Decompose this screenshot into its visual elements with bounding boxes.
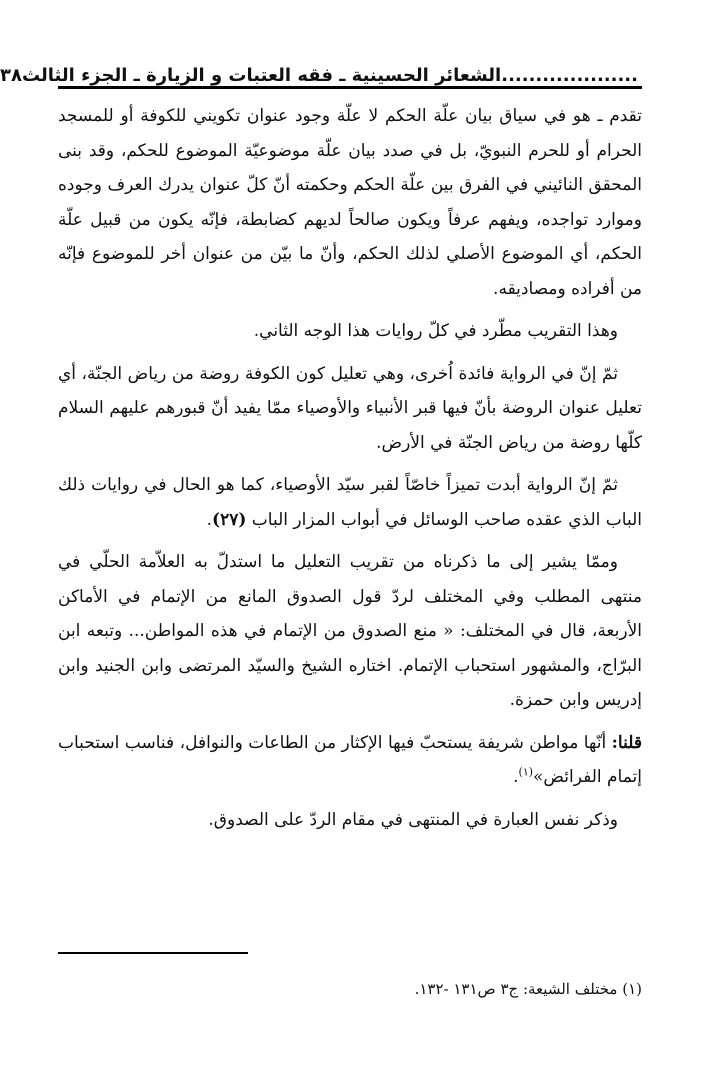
qulna-label: قلنا: (611, 732, 642, 753)
body-text (58, 99, 642, 837)
paragraph-6-end: . (513, 767, 519, 787)
paragraph-2: وهذا التقريب مطّرد في كلّ روايات هذا الوجه الثاني. (253, 321, 618, 341)
paragraph-6 (58, 726, 642, 795)
paragraph-4-end: . (206, 509, 213, 530)
footnote: (١) مختلف الشيعة: ج٣ ص١٣١ -١٣٢. (414, 980, 642, 998)
footnote-divider (58, 952, 248, 954)
paragraph-4-text: ثمّ إنّ الرواية أبدت تميزاً خاصّاً لقبر سيّد الأوصياء، كما هو الحال في روايات ذلك الباب الذي عقده صاحب الوسائل في أبواب المزار الباب (58, 475, 642, 530)
paragraph-5: وممّا يشير إلى ما ذكرناه من تقريب التعليل ما استدلّ به العلاّمة الحلّي في منتهى المطلب وفي المختلف لردّ قول الصدوق المانع من الإتمام في الأماكن الأربعة، قال في المختلف: « منع الصدوق من الإتمام في هذه المواطن... وتبعه ابن البرّاج، والمشهور استحباب الإتمام. اختاره الشيخ والسيّد المرتضى وابن الجنيد وابن إدريس وابن حمزة. (58, 552, 642, 710)
footnote-marker: (١) (518, 765, 534, 779)
page-number: ٣٨ (0, 65, 22, 86)
header-title: ....................الشعائر الحسينية ـ فقه العتبات و الزيارة ـ الجزء الثالث (21, 65, 638, 86)
paragraph-7: وذكر نفس العبارة في المنتهى في مقام الردّ على الصدوق. (208, 809, 618, 830)
running-header (0, 52, 642, 89)
book-page (0, 52, 642, 1052)
paragraph-4 (58, 468, 642, 537)
paragraph-1: تقدم ـ هو في سياق بيان علّة الحكم لا علّة وجود عنوان تكويني للكوفة أو للمسجد الحرام أو للحرم النبويّ، بل في صدد بيان علّة موضوعيّة الموضوع للحكم، وقد بنى المحقق النائيني في الفرق بين علّة الحكم وحكمته أنّ كلّ عنوان يدرك العرف وجوده وموارد تواجده، ويفهم عرفاً ويكون صالحاً لديهم كضابطة، فإنّه يكون من قبيل علّة الحكم، أي الموضوع الأصلي لذلك الحكم، وأنّ ما بيّن من عنوان أخر للموضوع فإنّه من أفراده ومصاديقه. (58, 106, 642, 299)
paragraph-3: ثمّ إنّ في الرواية فائدة اُخرى، وهي تعليل كون الكوفة روضة من رياض الجنّة، أي تعليل عنوان الروضة بأنّ فيها قبر الأنبياء والأوصياء ممّا يفيد أنّ قبورهم عليهم السلام كلّها روضة من رياض الجنّة في الأرض. (58, 363, 642, 453)
paragraph-6-text: أنّها مواطن شريفة يستحبّ فيها الإكثار من الطاعات والنوافل، فناسب استحباب إتمام الفرائض» (58, 732, 642, 787)
chapter-reference: (٢٧) (212, 509, 247, 530)
